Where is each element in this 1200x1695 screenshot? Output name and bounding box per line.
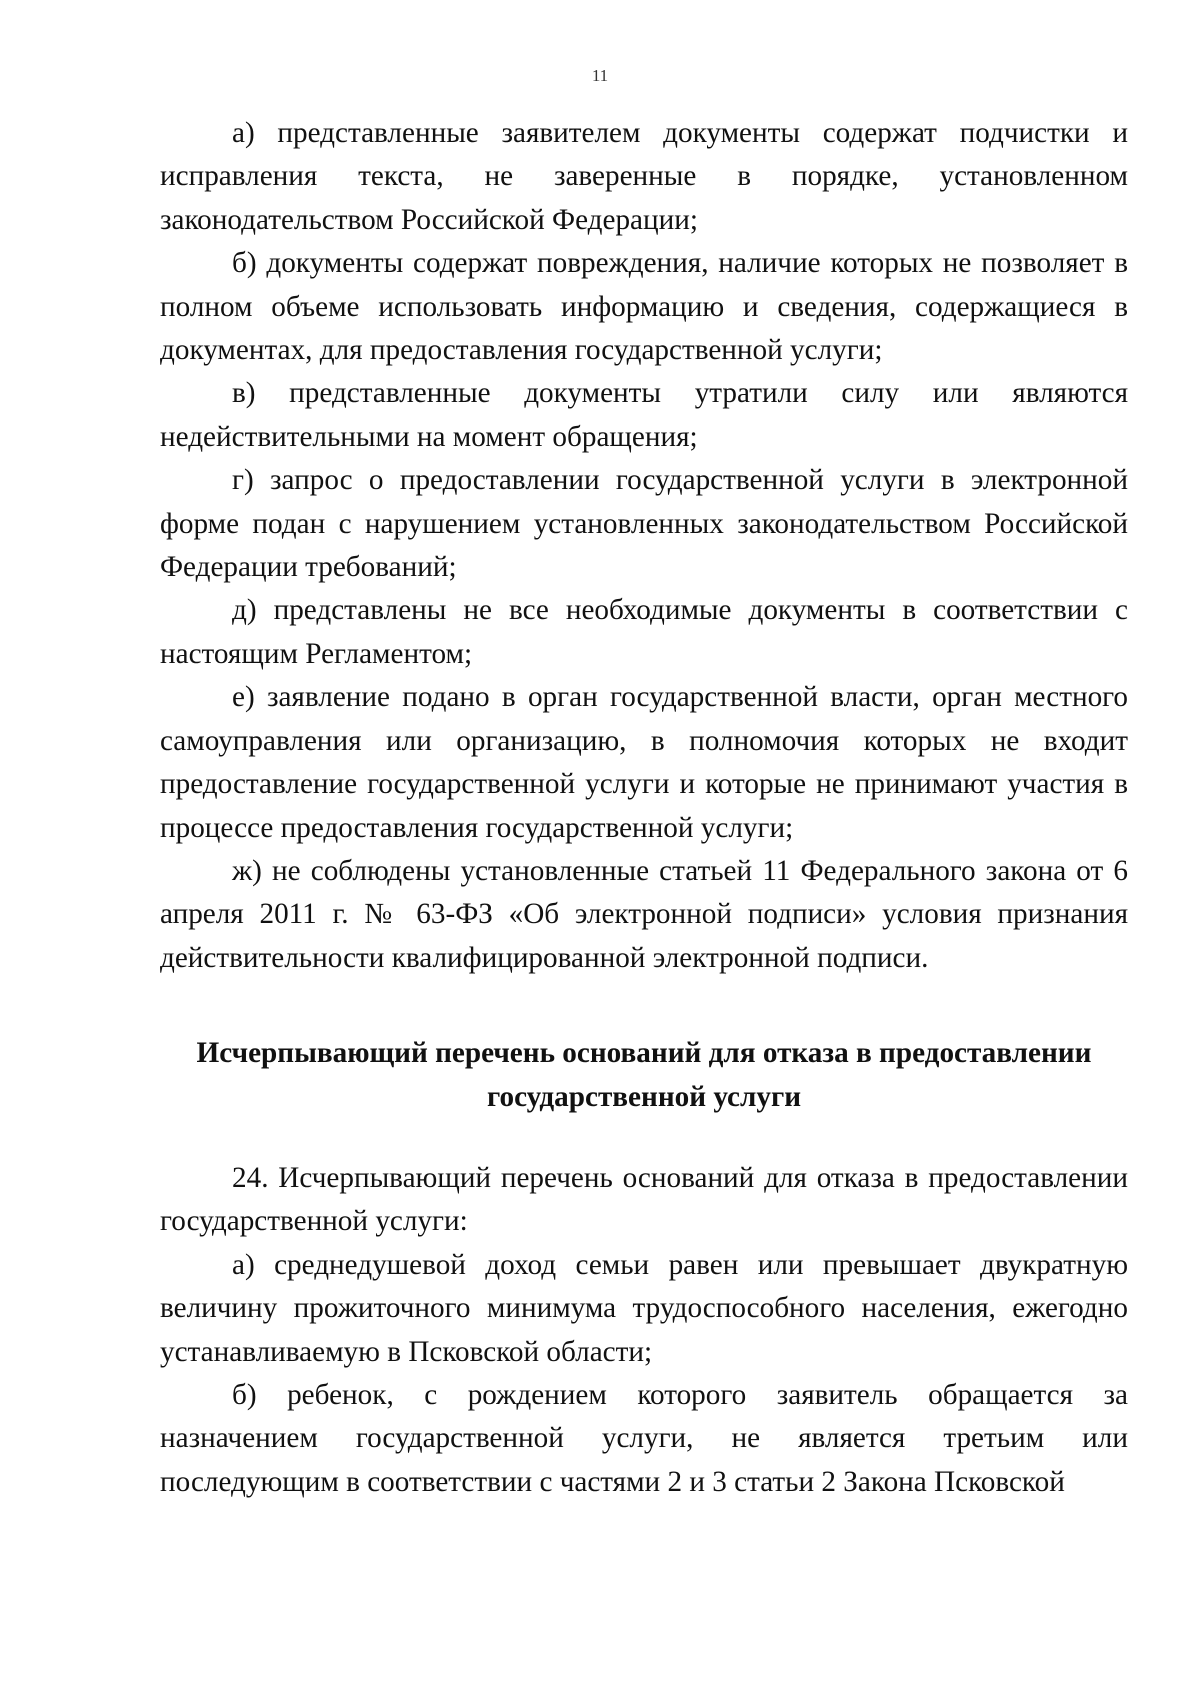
- paragraph-24: 24. Исчерпывающий перечень оснований для отказа в предоставлении государственной услуги:: [160, 1161, 1128, 1238]
- paragraph-g: г) запрос о предоставлении государственной услуги в электронной форме подан с нарушением установленных законодательством Российской Федерации требований;: [160, 464, 1128, 584]
- section-heading: [160, 1032, 1128, 1119]
- paragraph-b: б) документы содержат повреждения, наличие которых не позволяет в полном объеме использовать информацию и сведения, содержащиеся в документах, для предоставления государственной услуги;: [160, 247, 1128, 367]
- document-body: [160, 112, 1128, 1504]
- paragraph-v: в) представленные документы утратили силу или являются недействительными на момент обращения;: [160, 377, 1128, 453]
- paragraph-a: а) представленные заявителем документы содержат подчистки и исправления текста, не заверенные в порядке, установленном законодательством Российской Федерации;: [160, 117, 1128, 236]
- paragraph-e: е) заявление подано в орган государственной власти, орган местного самоуправления или организацию, в полномочия которых не входит предоставление государственной услуги и которые не принимают участия в процессе предоставления государственной услуги;: [160, 681, 1128, 844]
- section-heading-line-2: государственной услуги: [486, 1080, 802, 1113]
- page-number: 11: [591, 66, 609, 85]
- paragraph-zh: ж) не соблюдены установленные статьей 11 Федерального закона от 6 апреля 2011 г. № 63-ФЗ «Об электронной подписи» условия признания действительности квалифицированной электронной подписи.: [160, 854, 1128, 974]
- section-heading-line-1: Исчерпывающий перечень оснований для отказа в предоставлении: [196, 1037, 1092, 1070]
- spacer: [160, 1119, 1128, 1157]
- paragraph-24-a: а) среднедушевой доход семьи равен или превышает двукратную величину прожиточного минимума трудоспособного населения, ежегодно устанавливаемую в Псковской области;: [160, 1248, 1128, 1368]
- paragraph-d: д) представлены не все необходимые документы в соответствии с настоящим Регламентом;: [160, 594, 1128, 670]
- paragraph-24-b: б) ребенок, с рождением которого заявитель обращается за назначением государственной услуги, не является третьим или последующим в соответствии с частями 2 и 3 статьи 2 Закона Псковской: [160, 1378, 1128, 1498]
